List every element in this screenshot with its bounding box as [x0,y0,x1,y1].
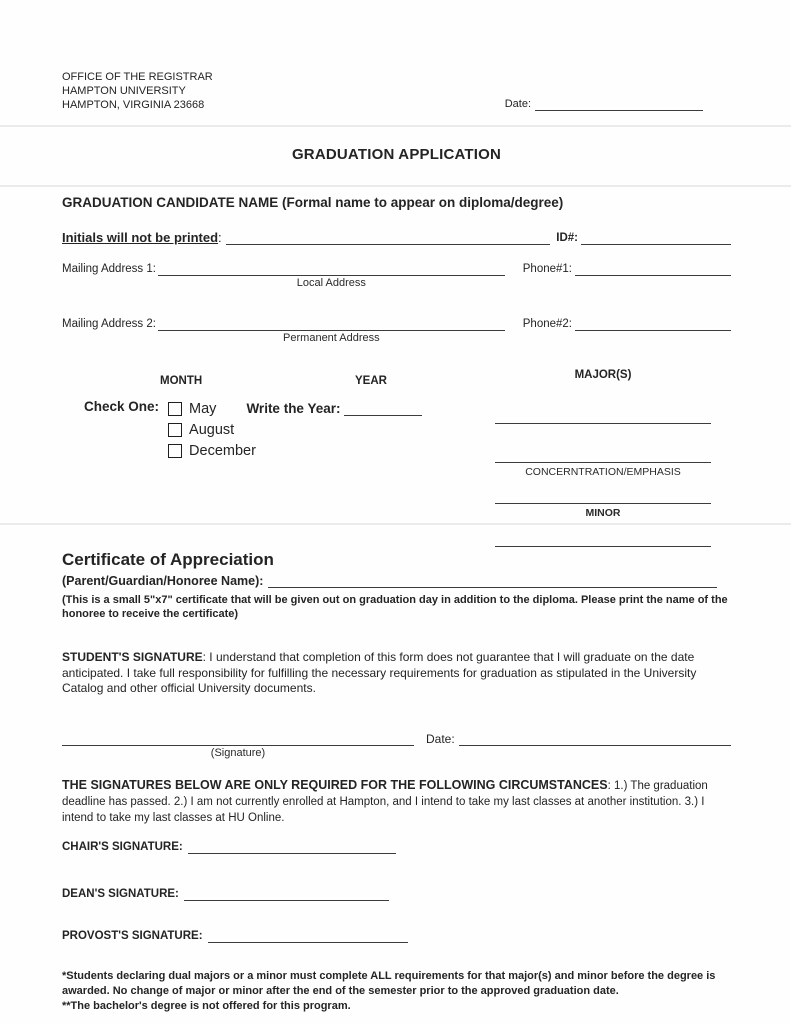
signature-caption: (Signature) [210,746,266,759]
footnotes [62,969,731,1014]
id-fill-line[interactable] [581,230,731,245]
id-label: ID#: [556,232,578,244]
majors-column-header: MAJOR(S) [574,369,632,381]
check-one-group [84,398,422,461]
honoree-row [62,573,731,589]
chair-signature-row [62,839,731,855]
dual-major-footnote: *Students declaring dual majors or a minor must complete ALL requirements for that major(s) and minor before the degree is awarded. No change of major or minor after the end of the semester prior to the approved graduation date. [62,969,716,997]
date-label: Date: [504,98,531,110]
check-one-label: Check One: [84,399,160,414]
city-line: HAMPTON, VIRGINIA 23668 [62,99,205,111]
mailing-address-1-label: Mailing Address 1: [62,263,156,275]
minor-caption: MINOR [585,507,621,519]
university-line: HAMPTON UNIVERSITY [62,85,186,97]
month-option-may [168,398,422,419]
phone-1-fill-line[interactable] [575,261,731,276]
dean-signature-row [62,886,731,902]
write-year-field [246,401,422,417]
august-checkbox[interactable] [168,423,182,437]
may-checkbox[interactable] [168,402,182,416]
date-fill-line[interactable] [535,96,703,111]
concentration-fill-line[interactable] [495,489,711,504]
year-column-header: YEAR [355,375,387,387]
provost-signature-row [62,928,731,944]
permanent-address-caption: Permanent Address [283,332,380,344]
registrar-address-block [62,70,213,112]
signature-date-label: Date: [426,731,455,746]
concentration-caption: CONCERNTRATION/EMPHASIS [525,466,681,478]
mailing-address-2-label: Mailing Address 2: [62,318,156,330]
honoree-label: (Parent/Guardian/Honoree Name): [62,574,264,588]
initials-row: Initials will not be printed: ID#: [62,230,731,246]
required-signatures-heading: THE SIGNATURES BELOW ARE ONLY REQUIRED FOR THE FOLLOWING CIRCUMSTANCES [62,777,608,792]
year-fill-line[interactable] [344,401,422,416]
majors-block [495,369,711,547]
divider [0,125,791,127]
certificate-heading: Certificate of Appreciation [62,550,274,569]
mailing-address-1-fill-line[interactable] [158,261,505,276]
december-label: December [189,442,256,459]
major-fill-line-2[interactable] [495,448,711,463]
may-label: May [189,400,217,417]
signature-date-fill-line[interactable] [459,731,731,746]
honoree-fill-line[interactable] [268,573,717,588]
header-date-field [505,96,703,112]
signature-date-row [62,731,731,760]
required-signatures-statement: THE SIGNATURES BELOW ARE ONLY REQUIRED FOR THE FOLLOWING CIRCUMSTANCES: 1.) The graduation deadline has passed. 2.) I am not currently enrolled at Hampton, and I intend to take my last classes at another institution. 3.) I intend to take my last classes at HU Online. [62,777,708,824]
write-year-label: Write the Year: [246,400,341,416]
december-checkbox[interactable] [168,444,182,458]
student-signature-statement: STUDENT'S SIGNATURE: I understand that completion of this form does not guarantee that I will graduate on the date anticipated. I take full responsibility for fulfilling the necessary requirements for graduation as stipulated in the University Catalog and other official University documents. [62,650,697,695]
local-address-caption: Local Address [296,277,366,289]
month-column-header: MONTH [160,375,203,387]
mailing-address-2-fill-line[interactable] [158,316,505,331]
student-signature-fill-line[interactable] [62,731,414,746]
student-signature-label: STUDENT'S SIGNATURE [62,650,203,664]
bachelor-footnote: **The bachelor's degree is not offered for this program. [62,999,351,1012]
provost-signature-fill-line[interactable] [208,928,408,943]
form-header [62,70,731,112]
phone-1-label: Phone#1: [522,263,572,275]
office-line: OFFICE OF THE REGISTRAR [62,71,213,83]
chair-signature-fill-line[interactable] [188,839,396,854]
phone-2-label: Phone#2: [522,318,572,330]
initials-label: Initials will not be printed [62,230,219,245]
dean-signature-label: DEAN'S SIGNATURE: [62,887,179,900]
certificate-note: (This is a small 5"x7" certificate that will be given out on graduation day in addition to the diploma. Please print the name of the honoree to receive the certificate) [62,594,728,620]
dean-signature-fill-line[interactable] [184,886,389,901]
major-fill-line-1[interactable] [495,409,711,424]
form-title: GRADUATION APPLICATION [291,146,502,163]
provost-signature-label: PROVOST'S SIGNATURE: [62,929,203,942]
candidate-name-heading: GRADUATION CANDIDATE NAME (Formal name to appear on diploma/degree) [62,195,564,210]
minor-fill-line[interactable] [495,532,711,547]
august-label: August [189,421,235,438]
divider [0,185,791,187]
mailing-address-1-row [62,261,731,290]
phone-2-fill-line[interactable] [575,316,731,331]
month-option-december [168,440,422,461]
chair-signature-label: CHAIR'S SIGNATURE: [62,840,183,853]
candidate-name-fill-line[interactable] [226,230,551,245]
mailing-address-2-row [62,316,731,345]
month-option-august [168,419,422,440]
graduation-term-section [62,369,731,519]
